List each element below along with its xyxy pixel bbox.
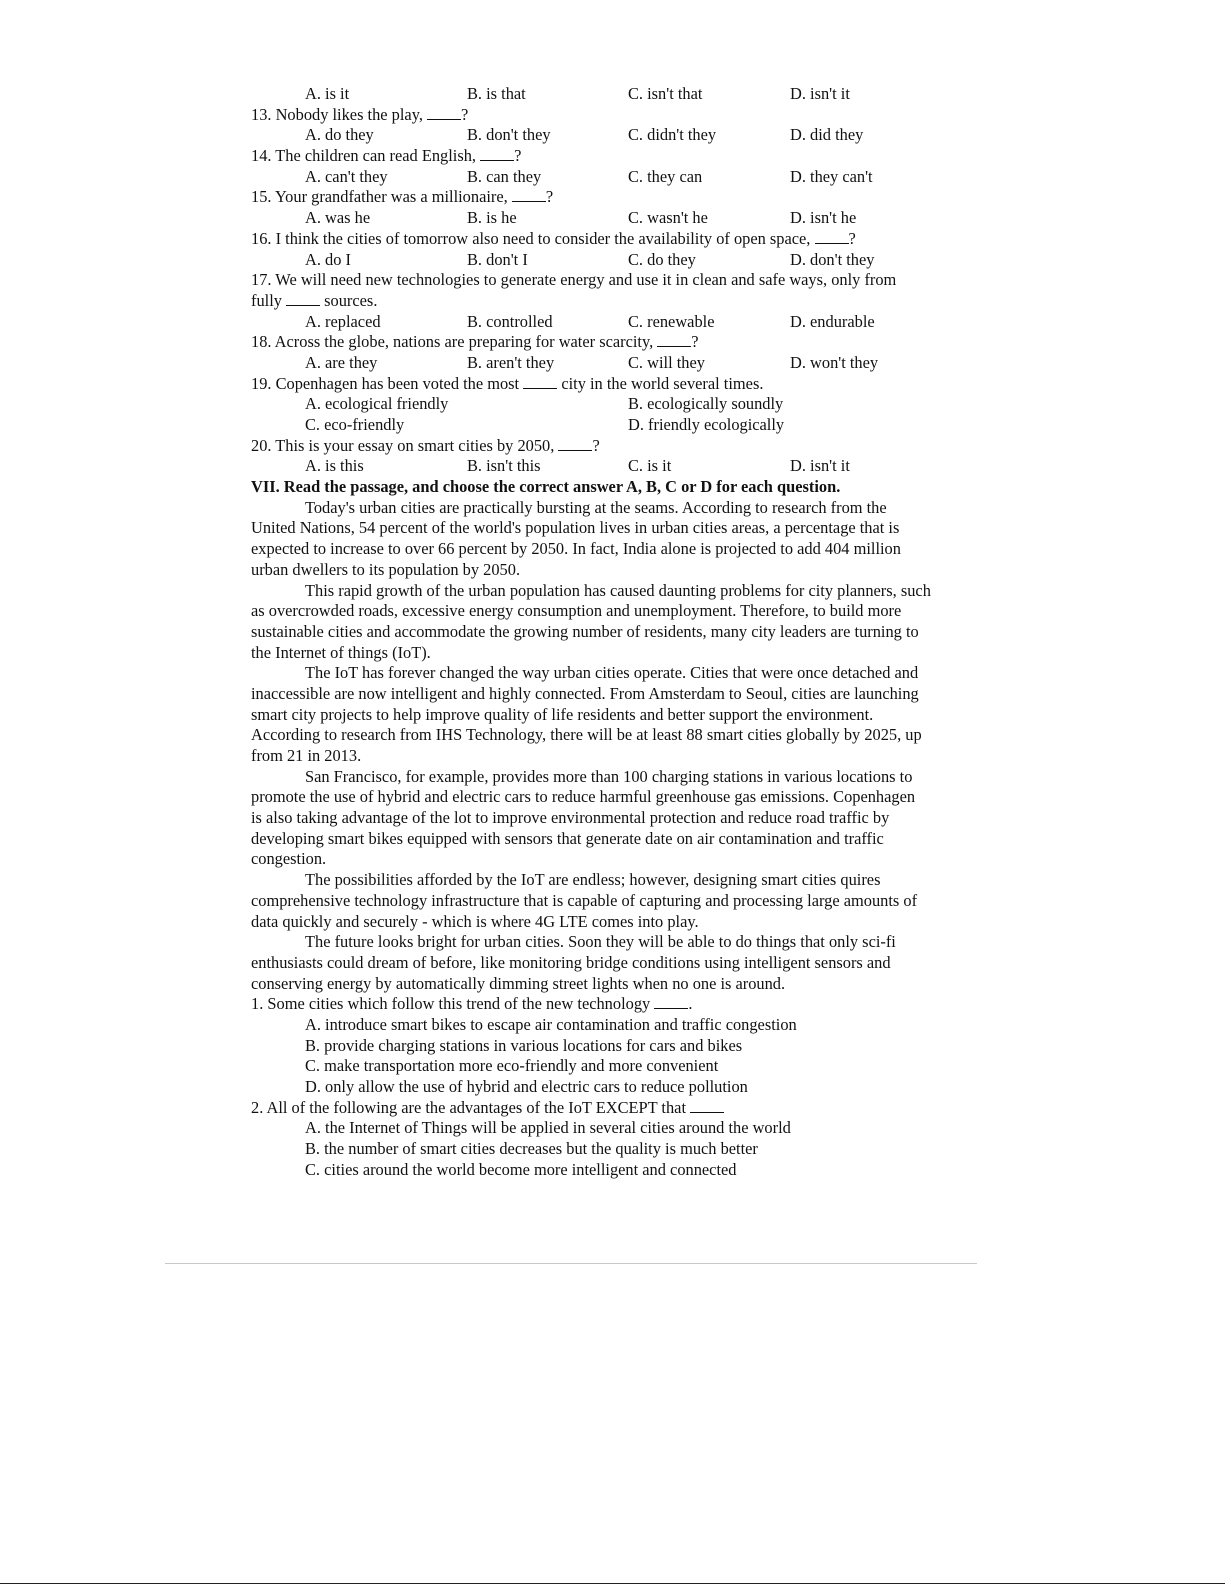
q20-stem-end: ?: [592, 435, 600, 455]
q18-options: [251, 353, 1001, 374]
q19-stem: [251, 374, 1001, 395]
q20-option-c: C. is it: [628, 456, 672, 476]
q17-stem-end: sources.: [320, 290, 378, 310]
q13-stem: [251, 105, 1001, 126]
p5-line-3: data quickly and securely - which is where 4G LTE comes into play.: [251, 911, 699, 931]
passage-paragraph-4: [251, 767, 1001, 870]
q20-stem-text: 20. This is your essay on smart cities by 2050,: [251, 435, 559, 455]
q18-blank: [657, 332, 691, 347]
q12-option-a: A. is it: [305, 84, 350, 103]
q18-stem-text: 18. Across the globe, nations are preparing for water scarcity,: [251, 332, 658, 352]
q15-stem-text: 15. Your grandfather was a millionaire,: [251, 187, 512, 207]
q14-option-d: D. they can't: [790, 166, 873, 186]
q13-stem-end: ?: [461, 104, 469, 124]
bottom-edge-rule: [0, 1583, 1225, 1584]
q15-stem: [251, 187, 1001, 208]
q19-option-a: A. ecological friendly: [305, 394, 449, 414]
q19-stem-end: city in the world several times.: [557, 373, 764, 393]
p5-line-1: The possibilities afforded by the IoT are endless; however, designing smart cities quires: [305, 870, 881, 890]
q16-blank: [815, 229, 849, 244]
q20-option-b: B. isn't this: [467, 456, 541, 476]
passage-paragraph-1: [251, 498, 1001, 581]
q19-option-d: D. friendly ecologically: [628, 415, 785, 434]
q19-stem-text: 19. Copenhagen has been voted the most: [251, 373, 524, 393]
q15-options: [251, 208, 1001, 229]
q14-stem: [251, 146, 1001, 167]
q15-option-a: A. was he: [305, 208, 371, 228]
q16-options: [251, 250, 1001, 271]
rq1-option-b: B. provide charging stations in various locations for cars and bikes: [305, 1035, 743, 1055]
rq1-option-a: A. introduce smart bikes to escape air contamination and traffic congestion: [305, 1014, 797, 1034]
rq1-stem-end: .: [688, 994, 693, 1014]
q17-blank: [286, 291, 320, 306]
q12-option-c: C. isn't that: [628, 84, 703, 103]
q14-options: [251, 167, 1001, 188]
q18-option-d: D. won't they: [790, 352, 879, 372]
p3-line-3: smart city projects to help improve quality of life residents and better support the environment.: [251, 704, 874, 724]
q13-options: [251, 125, 1001, 146]
passage-paragraph-6: [251, 932, 1001, 994]
q13-option-b: B. don't they: [467, 125, 551, 145]
page-divider: [165, 1263, 977, 1264]
q19-option-c: C. eco-friendly: [305, 415, 405, 434]
q20-option-d: D. isn't it: [790, 456, 850, 476]
section-vii-title: VII. Read the passage, and choose the correct answer A, B, C or D for each question.: [251, 477, 841, 497]
p3-line-1: The IoT has forever changed the way urban cities operate. Cities that were once detached and: [305, 663, 919, 683]
rq1-blank: [654, 994, 688, 1009]
rq2-stem-text: 2. All of the following are the advantages of the IoT EXCEPT that: [251, 1097, 691, 1117]
q20-blank: [558, 436, 592, 451]
q17-option-b: B. controlled: [467, 311, 553, 331]
q18-option-b: B. aren't they: [467, 352, 555, 372]
q16-stem-text: 16. I think the cities of tomorrow also need to consider the availability of open space,: [251, 228, 815, 248]
p1-line-2: United Nations, 54 percent of the world's population lives in urban cities areas, a percentage that is: [251, 518, 900, 538]
passage-paragraph-5: [251, 870, 1001, 932]
rq1-option-d: D. only allow the use of hybrid and electric cars to reduce pollution: [305, 1077, 748, 1096]
q17-stem-line1: 17. We will need new technologies to generate energy and use it in clean and safe ways, only from: [251, 270, 897, 290]
p6-line-2: enthusiasts could dream of before, like monitoring bridge conditions using intelligent sensors and: [251, 952, 891, 972]
p3-line-5: from 21 in 2013.: [251, 746, 362, 765]
p1-line-1: Today's urban cities are practically bursting at the seams. According to research from the: [305, 497, 887, 517]
q19-options-row1: [251, 394, 1001, 415]
p2-line-2: as overcrowded roads, excessive energy consumption and unemployment. Therefore, to build more: [251, 601, 902, 621]
p1-line-3: expected to increase to over 66 percent by 2050. In fact, India alone is projected to add 404 million: [251, 539, 901, 559]
q14-stem-end: ?: [514, 146, 522, 166]
reading-q2-stem: [251, 1098, 1001, 1119]
q17-stem-line2: [251, 291, 1001, 312]
q13-option-c: C. didn't they: [628, 125, 717, 145]
q17-option-a: A. replaced: [305, 311, 381, 331]
p4-line-5: congestion.: [251, 849, 327, 869]
q12-option-b: B. is that: [467, 84, 526, 103]
q17-option-d: D. endurable: [790, 311, 875, 331]
p1-line-4: urban dwellers to its population by 2050.: [251, 559, 521, 579]
q14-blank: [480, 146, 514, 161]
p5-line-2: comprehensive technology infrastructure that is capable of capturing and processing large amounts of: [251, 890, 918, 910]
p4-line-1: San Francisco, for example, provides more than 100 charging stations in various locations to: [305, 766, 913, 786]
rq2-option-b: B. the number of smart cities decreases but the quality is much better: [305, 1139, 758, 1159]
q16-option-b: B. don't I: [467, 249, 528, 269]
q14-option-a: A. can't they: [305, 166, 388, 186]
p6-line-3: conserving energy by automatically dimming street lights when no one is around.: [251, 973, 786, 993]
q15-stem-end: ?: [545, 187, 554, 207]
q16-option-c: C. do they: [628, 249, 696, 269]
q19-options-row2: [251, 415, 1001, 436]
q18-option-c: C. will they: [628, 352, 705, 372]
p4-line-2: promote the use of hybrid and electric cars to reduce harmful greenhouse gas emissions. Copenhagen: [251, 787, 916, 807]
p4-line-3: is also taking advantage of the lot to improve environmental protection and reduce road traffic by: [251, 808, 890, 828]
q18-option-a: A. are they: [305, 352, 378, 372]
p2-line-4: the Internet of things (IoT).: [251, 642, 431, 662]
p3-line-2: inaccessible are now intelligent and highly connected. From Amsterdam to Seoul, cities are launching: [251, 683, 919, 703]
q14-stem-text: 14. The children can read English,: [251, 146, 481, 166]
passage-paragraph-2: [251, 581, 1001, 664]
q17-option-c: C. renewable: [628, 311, 715, 331]
q15-option-d: D. isn't he: [790, 208, 857, 228]
q15-option-c: C. wasn't he: [628, 208, 708, 228]
q18-stem-end: ?: [691, 332, 699, 352]
document-page: [251, 84, 1001, 1180]
p4-line-4: developing smart bikes equipped with sensors that generate date on air contamination and traffic: [251, 828, 884, 848]
q13-option-d: D. did they: [790, 125, 864, 145]
q13-blank: [427, 105, 461, 120]
q20-stem: [251, 436, 1001, 457]
passage-paragraph-3: [251, 663, 1001, 766]
rq1-option-c: C. make transportation more eco-friendly and more convenient: [305, 1056, 719, 1076]
rq2-option-a: A. the Internet of Things will be applied in several cities around the world: [305, 1118, 791, 1138]
q15-option-b: B. is he: [467, 208, 517, 228]
q16-option-d: D. don't they: [790, 249, 875, 269]
q17-stem-text: fully: [251, 290, 287, 310]
q13-option-a: A. do they: [305, 125, 374, 145]
q20-option-a: A. is this: [305, 456, 364, 476]
q12-options: [251, 84, 1001, 105]
q14-option-b: B. can they: [467, 166, 542, 186]
q19-option-b: B. ecologically soundly: [628, 394, 784, 414]
p2-line-1: This rapid growth of the urban population has caused daunting problems for city planners, such: [305, 580, 931, 600]
q15-blank: [512, 187, 546, 202]
reading-q1-stem: [251, 994, 1001, 1015]
q16-stem-end: ?: [848, 228, 856, 248]
q13-stem-text: 13. Nobody likes the play,: [251, 104, 428, 124]
rq1-stem-text: 1. Some cities which follow this trend of the new technology: [251, 994, 655, 1014]
q16-option-a: A. do I: [305, 249, 351, 269]
p6-line-1: The future looks bright for urban cities. Soon they will be able to do things that only sci-fi: [305, 932, 896, 952]
q12-option-d: D. isn't it: [790, 84, 850, 103]
rq2-blank: [690, 1098, 724, 1113]
q16-stem: [251, 229, 1001, 250]
p2-line-3: sustainable cities and accommodate the growing number of residents, many city leaders are turning to: [251, 621, 919, 641]
q19-blank: [523, 374, 557, 389]
p3-line-4: According to research from IHS Technology, there will be at least 88 smart cities globally by 2025, up: [251, 725, 922, 745]
q17-options: [251, 312, 1001, 333]
q18-stem: [251, 332, 1001, 353]
q14-option-c: C. they can: [628, 166, 703, 186]
q20-options: [251, 456, 1001, 477]
rq2-option-c: C. cities around the world become more intelligent and connected: [305, 1159, 737, 1179]
